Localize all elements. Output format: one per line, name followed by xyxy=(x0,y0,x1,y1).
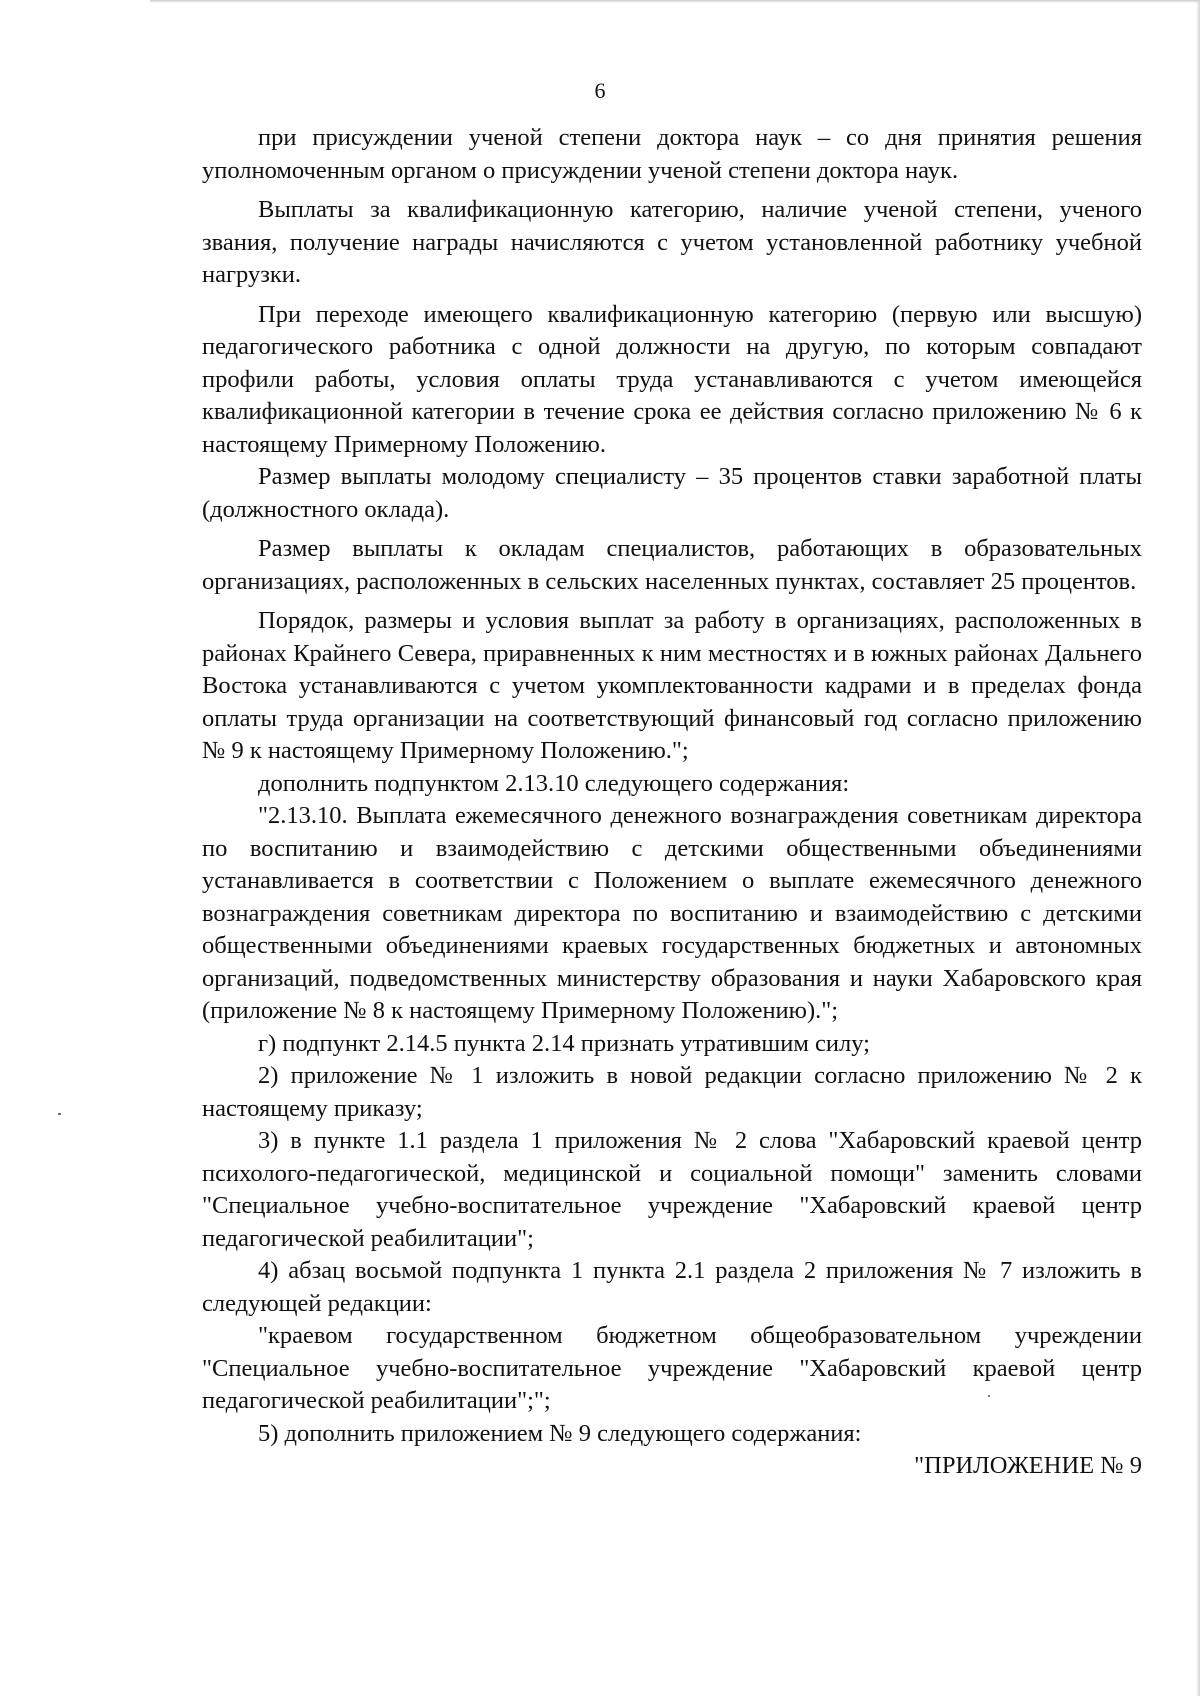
paragraph-qualification-payments: Выплаты за квалификационную категорию, наличие ученой степени, ученого звания, получение награды начисляются с учетом установленной работнику учебной нагрузки. xyxy=(202,196,1142,288)
paragraph-far-north-payments: Порядок, размеры и условия выплат за работу в организациях, расположенных в районах Крайнего Севера, приравненных к ним местностях и в южных районах Дальнего Востока устанавливаются с учетом укомплектованности кадрами и в пределах фонда оплаты труда организации на соответствующий финансовый год согласно приложению № 9 к настоящему Примерному Положению."; xyxy=(202,607,1142,764)
document-body xyxy=(202,122,1142,1483)
paragraph-add-subclause: дополнить подпунктом 2.13.10 следующего содержания: xyxy=(258,769,850,797)
scan-speck xyxy=(988,1395,990,1397)
scan-top-edge xyxy=(150,0,1200,3)
paragraph-rural-specialists: Размер выплаты к окладам специалистов, работающих в образовательных организациях, расположенных в сельских населенных пунктах, составляет 25 процентов. xyxy=(202,535,1142,595)
paragraph-subclause-2-13-10: "2.13.10. Выплата ежемесячного денежного вознаграждения советникам директора по воспитанию и взаимодействию с детскими общественными объединениями устанавливается в соответствии с Положением о выплате ежемесячного денежного вознаграждения советникам директора по воспитанию и взаимодействию с детскими общественными объединениями краевых государственных бюджетных и автономных организаций, подведомственных министерству образования и науки Хабаровского края (приложение № 8 к настоящему Примерному Положению)."; xyxy=(202,802,1142,1024)
scan-speck xyxy=(58,1113,61,1115)
paragraph-item-3: 3) в пункте 1.1 раздела 1 приложения № 2 слова "Хабаровский краевой центр психолого-педагогической, медицинской и социальной помощи" заменить словами "Специальное учебно-воспитательное учреждение "Хабаровский краевой центр педагогической реабилитации"; xyxy=(202,1127,1142,1252)
paragraph-item-g: г) подпункт 2.14.5 пункта 2.14 признать утратившим силу; xyxy=(258,1029,870,1057)
scan-right-edge xyxy=(1196,0,1200,1696)
paragraph-position-transfer: При переходе имеющего квалификационную категорию (первую или высшую) педагогического работника с одной должности на другую, по которым совпадают профили работы, условия оплаты труда устанавливаются с учетом имеющейся квалификационной категории в течение срока ее действия согласно приложению № 6 к настоящему Примерному Положению. xyxy=(202,300,1142,458)
paragraph-doctor-degree-date: при присуждении ученой степени доктора наук – со дня принятия решения уполномоченным органом о присуждении ученой степени доктора наук. xyxy=(202,124,1142,184)
paragraph-item-5: 5) дополнить приложением № 9 следующего содержания: xyxy=(258,1419,862,1447)
paragraph-item-2: 2) приложение № 1 изложить в новой редакции согласно приложению № 2 к настоящему приказу; xyxy=(202,1062,1142,1122)
annex-heading: "ПРИЛОЖЕНИЕ № 9 xyxy=(914,1452,1142,1479)
paragraph-new-wording: "краевом государственном бюджетном общеобразовательном учреждении "Специальное учебно-воспитательное учреждение "Хабаровский краевой центр педагогической реабилитации";"; xyxy=(202,1322,1142,1414)
page-number: 6 xyxy=(594,78,606,103)
paragraph-young-specialist: Размер выплаты молодому специалисту – 35 процентов ставки заработной платы (должностного оклада). xyxy=(202,463,1142,523)
paragraph-item-4: 4) абзац восьмой подпункта 1 пункта 2.1 раздела 2 приложения № 7 изложить в следующей редакции: xyxy=(202,1257,1142,1317)
